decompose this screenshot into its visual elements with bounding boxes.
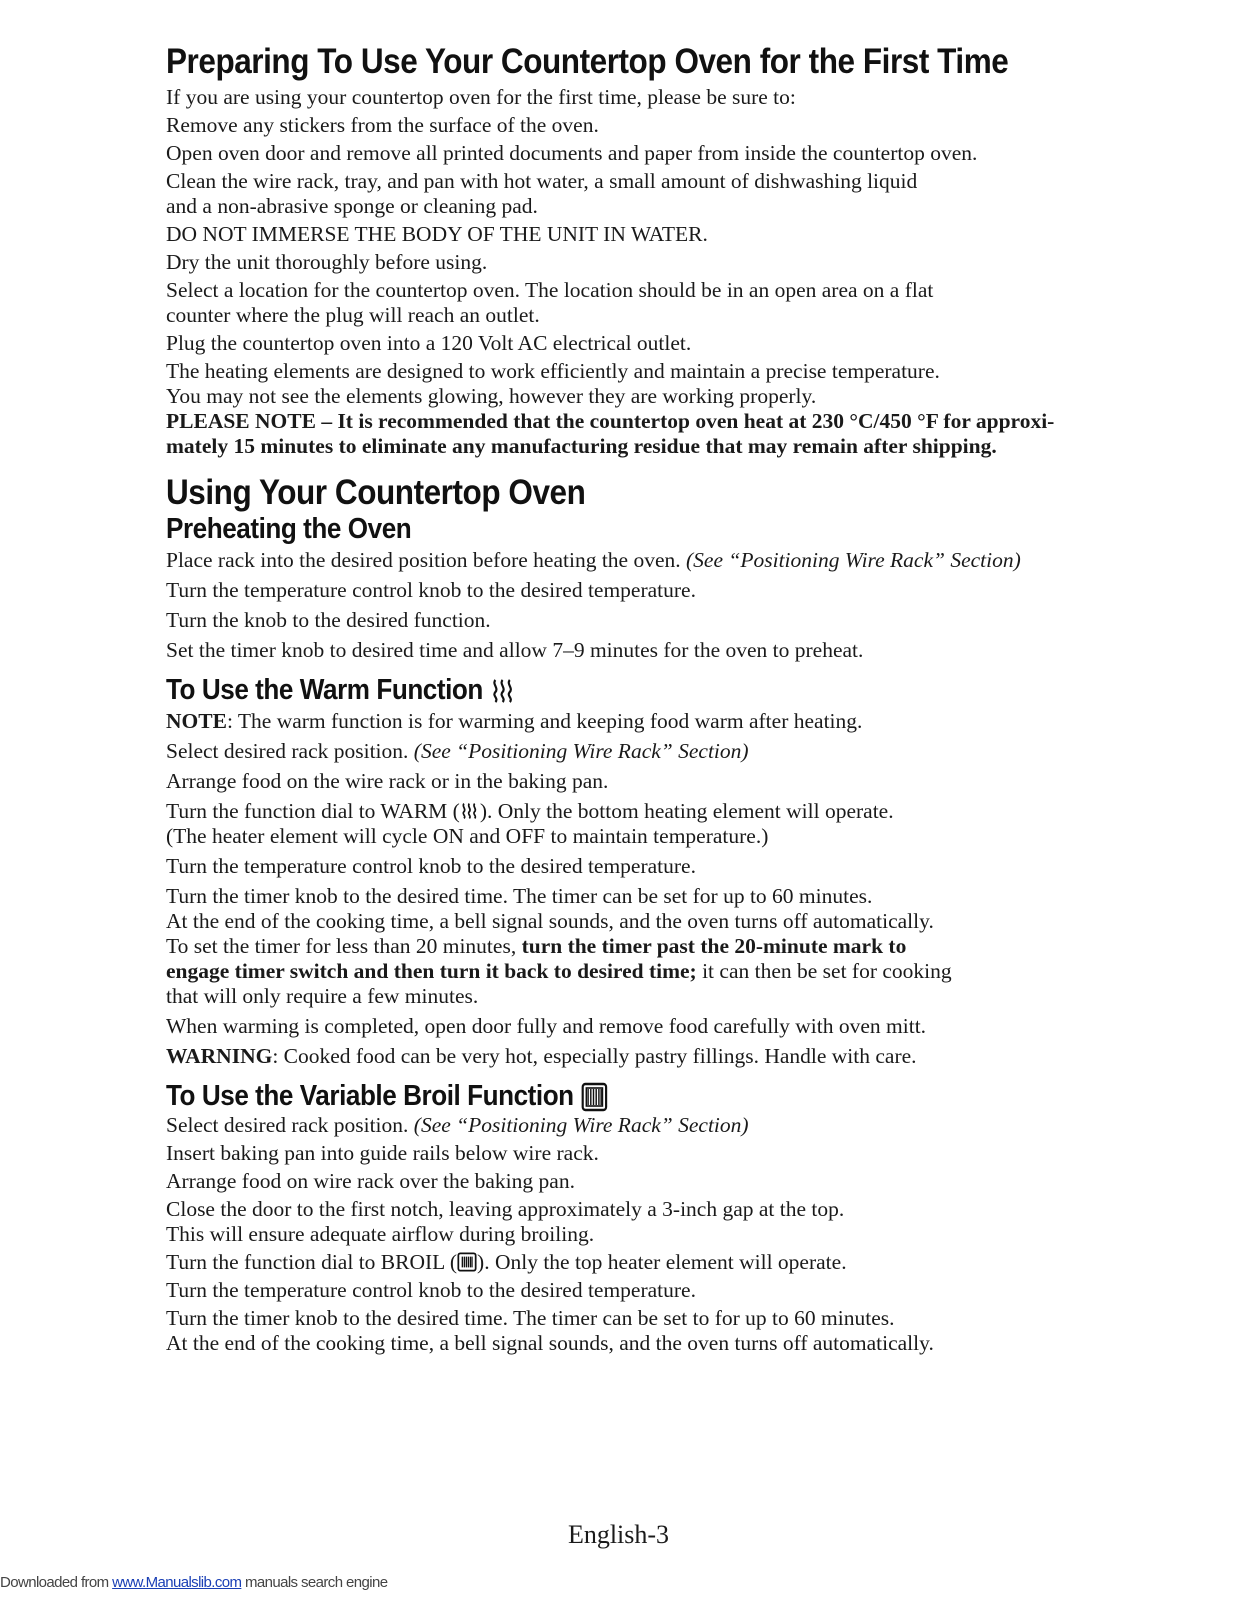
page-number: English-3 [567, 1520, 670, 1549]
warm-line [166, 799, 1196, 824]
first-time-line: You may not see the elements glowing, however they are working properly. [166, 384, 817, 408]
first-time-line: Remove any stickers from the surface of the oven. [166, 113, 599, 137]
timer-text: it can then be set for cooking [696, 959, 952, 983]
broil-line: This will ensure adequate airflow during broiling. [166, 1222, 595, 1246]
warm-line: (The heater element will cycle ON and OFF to maintain temperature.) [166, 824, 769, 848]
warm-line: When warming is completed, open door fully and remove food carefully with oven mitt. [166, 1014, 927, 1038]
warm-line [166, 1044, 1196, 1069]
broil-body [166, 1113, 1196, 1356]
broil-line [166, 1250, 1196, 1275]
warm-function-icon [460, 802, 480, 820]
preheat-line [166, 548, 1196, 573]
preheat-text: Place rack into the desired position before heating the oven. [166, 548, 681, 572]
first-time-line: Plug the countertop oven into a 120 Volt AC electrical outlet. [166, 331, 692, 355]
broil-line: Close the door to the first notch, leaving approximately a 3-inch gap at the top. [166, 1197, 845, 1221]
broil-line: At the end of the cooking time, a bell signal sounds, and the oven turns off automatically. [166, 1331, 934, 1355]
broil-function-icon [580, 1082, 607, 1112]
please-note-line: mately 15 minutes to eliminate any manufacturing residue that may remain after shipping. [166, 434, 997, 458]
timer-text: To set the timer for less than 20 minutes, [166, 934, 522, 958]
preheat-line: Set the timer knob to desired time and allow 7–9 minutes for the oven to preheat. [166, 638, 864, 662]
first-time-line: The heating elements are designed to work efficiently and maintain a precise temperature. [166, 359, 940, 383]
preheat-line: Turn the temperature control knob to the desired temperature. [166, 578, 696, 602]
warm-line: Arrange food on the wire rack or in the baking pan. [166, 769, 609, 793]
section-title-preheat: Preheating the Oven [166, 513, 412, 545]
download-prefix: Downloaded from [0, 1574, 113, 1591]
rack-reference: (See “Positioning Wire Rack” Section) [686, 548, 1021, 572]
dial-text: ). Only the bottom heating element will operate. [479, 799, 894, 823]
broil-line: Arrange food on wire rack over the baking pan. [166, 1169, 575, 1193]
timer-emphasis: turn the timer past the 20-minute mark to [521, 934, 907, 958]
dial-text: Turn the function dial to BROIL ( [166, 1250, 458, 1274]
warning-text: : Cooked food can be very hot, especially pastry fillings. Handle with care. [272, 1044, 917, 1068]
download-suffix: manuals search engine [241, 1574, 388, 1591]
page-content [166, 42, 1196, 1356]
warm-line [166, 959, 1196, 984]
preheat-body [166, 548, 1196, 663]
warm-line [166, 709, 1196, 734]
please-note-line: PLEASE NOTE – It is recommended that the countertop oven heat at 230 °C/450 °F for approxi- [166, 409, 1055, 433]
rack-reference: (See “Positioning Wire Rack” Section) [413, 1113, 749, 1137]
broil-title-text: To Use the Variable Broil Function [166, 1080, 574, 1112]
broil-line: Insert baking pan into guide rails below wire rack. [166, 1141, 599, 1165]
section-title-first-time: Preparing To Use Your Countertop Oven for the First Time [166, 42, 1009, 81]
first-time-line: If you are using your countertop oven for the first time, please be sure to: [166, 85, 796, 109]
section-title-using: Using Your Countertop Oven [166, 473, 586, 512]
section-title-broil [166, 1079, 1093, 1113]
broil-function-icon [457, 1252, 477, 1272]
warm-line: Turn the timer knob to the desired time. The timer can be set for up to 60 minutes. [166, 884, 873, 908]
broil-line: Turn the temperature control knob to the desired temperature. [166, 1278, 696, 1302]
warm-line [166, 739, 1196, 764]
warm-line [166, 934, 1196, 959]
first-time-line: counter where the plug will reach an outlet. [166, 303, 540, 327]
warm-body [166, 709, 1196, 1069]
manualslib-link[interactable]: www.Manualslib.com [112, 1574, 242, 1591]
first-time-line: and a non-abrasive sponge or cleaning pad. [166, 194, 538, 218]
warm-function-icon [490, 678, 517, 704]
warm-line: that will only require a few minutes. [166, 984, 479, 1008]
rack-reference: (See “Positioning Wire Rack” Section) [413, 739, 749, 763]
broil-line [166, 1113, 1196, 1138]
warm-line: Turn the temperature control knob to the desired temperature. [166, 854, 696, 878]
dial-text: Turn the function dial to WARM ( [166, 799, 460, 823]
first-time-line: Open oven door and remove all printed documents and paper from inside the countertop oven. [166, 141, 978, 165]
preheat-line: Turn the knob to the desired function. [166, 608, 491, 632]
section-title-warm [166, 673, 1093, 707]
warm-line: At the end of the cooking time, a bell signal sounds, and the oven turns off automatically. [166, 909, 934, 933]
broil-line: Turn the timer knob to the desired time. The timer can be set to for up to 60 minutes. [166, 1306, 895, 1330]
first-time-line: Clean the wire rack, tray, and pan with hot water, a small amount of dishwashing liquid [166, 169, 918, 193]
note-text: : The warm function is for warming and keeping food warm after heating. [226, 709, 863, 733]
download-footer [0, 1574, 387, 1591]
warning-label: WARNING [166, 1044, 273, 1068]
timer-emphasis: engage timer switch and then turn it back to desired time; [166, 959, 697, 983]
first-time-line: Dry the unit thoroughly before using. [166, 250, 488, 274]
dial-text: ). Only the top heater element will operate. [477, 1250, 847, 1274]
rack-text: Select desired rack position. [166, 739, 409, 763]
rack-text: Select desired rack position. [166, 1113, 409, 1137]
first-time-line: Select a location for the countertop oven. The location should be in an open area on a flat [166, 278, 934, 302]
warm-title-text: To Use the Warm Function [166, 674, 483, 706]
first-time-line: DO NOT IMMERSE THE BODY OF THE UNIT IN WATER. [166, 222, 708, 246]
note-label: NOTE [166, 709, 227, 733]
first-time-body [166, 85, 1196, 459]
